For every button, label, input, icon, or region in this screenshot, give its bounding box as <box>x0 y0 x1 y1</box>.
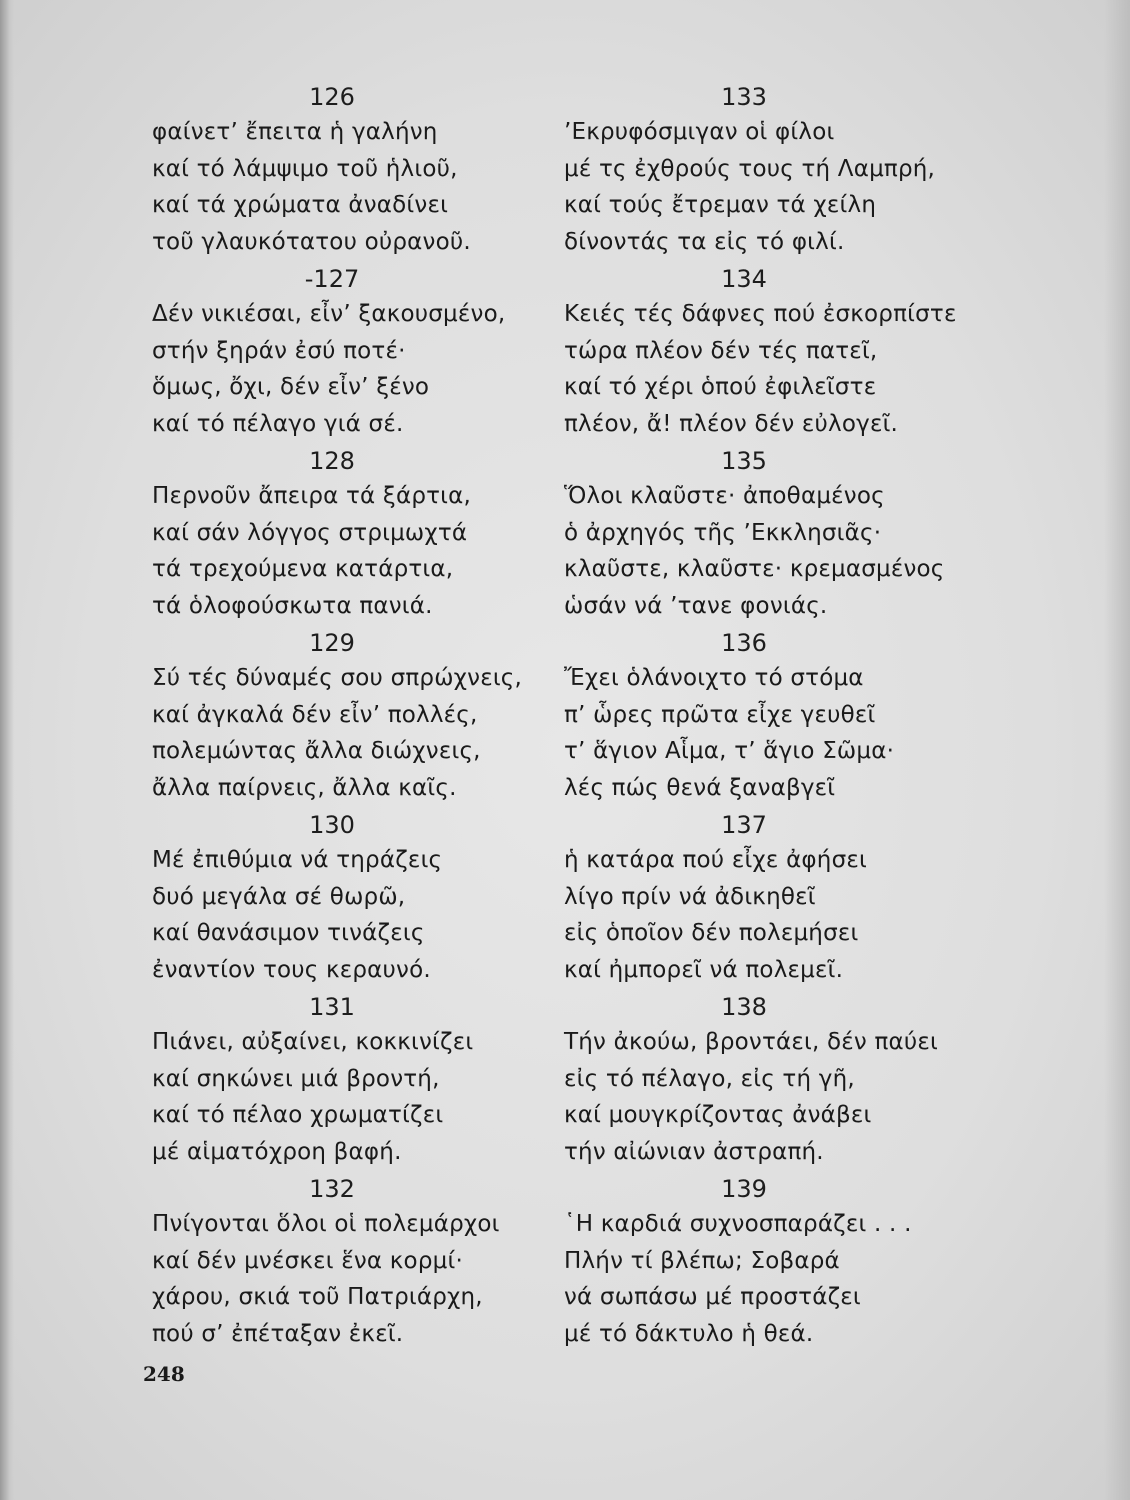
stanza-number: 134 <box>721 265 767 293</box>
stanza-number: 135 <box>721 447 767 475</box>
stanza <box>564 808 1004 990</box>
stanza-number: 132 <box>309 1175 355 1203</box>
verse-line: τήν αἰώνιαν ἀστραπή. <box>564 1138 824 1165</box>
stanza-number: 128 <box>309 447 355 475</box>
verse-line: δίνοντάς τα εἰς τό φιλί. <box>564 228 845 255</box>
verse-line: τά τρεχούμενα κατάρτια, <box>152 556 454 582</box>
stanza <box>152 990 592 1172</box>
verse-line: καί σηκώνει μιά βροντή, <box>152 1065 440 1092</box>
verse-line: λές πώς θενά ξαναβγεῖ <box>564 774 836 801</box>
verse-line: καί θανάσιμον τινάζεις <box>152 920 425 946</box>
verse-line: καί δέν μνέσκει ἕνα κορμί· <box>152 1247 463 1274</box>
stanza-number: 133 <box>721 83 767 111</box>
verse-line: χάρου, σκιά τοῦ Πατριάρχη, <box>152 1284 483 1310</box>
verse-line: Μέ ἐπιθύμια νά τηράζεις <box>152 847 443 873</box>
page-number: 248 <box>143 1362 185 1386</box>
stanza <box>152 444 592 626</box>
verse-line: καί σάν λόγγος στριμωχτά <box>152 519 468 546</box>
verse-line: πλέον, ἄ! πλέον δέν εὐλογεῖ. <box>564 410 899 437</box>
verse-line: δυό μεγάλα σέ θωρῶ, <box>152 883 406 910</box>
verse-line: ῾Η καρδιά συχνοσπαράζει . . . <box>564 1211 912 1237</box>
verse-line: ’Εκρυφόσμιγαν οἱ φίλοι <box>564 119 835 145</box>
verse-line: τώρα πλέον δέν τές πατεῖ, <box>564 337 878 364</box>
verse-line: Δέν νικιέσαι, εἶν’ ξακουσμένο, <box>152 301 506 327</box>
stanza-number: 137 <box>721 811 767 839</box>
verse-line: καί μουγκρίζοντας ἀνάβει <box>564 1102 872 1128</box>
verse-line: καί τό λάμψιμο τοῦ ἡλιοῦ, <box>152 155 458 182</box>
verse-line: Πιάνει, αὐξαίνει, κοκκινίζει <box>152 1029 474 1055</box>
stanza-number: 130 <box>309 811 355 839</box>
verse-line: καί τό πέλαγο γιά σέ. <box>152 410 404 437</box>
stanza-number: 131 <box>309 993 355 1021</box>
verse-line: φαίνετ’ ἔπειτα ἡ γαλήνη <box>152 119 438 145</box>
stanza-number: 139 <box>721 1175 767 1203</box>
verse-line: καί ἀγκαλά δέν εἶν’ πολλές, <box>152 701 478 728</box>
verse-line: ὅμως, ὄχι, δέν εἶν’ ξένο <box>152 374 430 400</box>
verse-line: Πνίγονται ὅλοι οἱ πολεμάρχοι <box>152 1211 500 1237</box>
right-column <box>564 80 1004 1354</box>
stanza <box>564 626 1004 808</box>
stanza-number: 126 <box>309 83 355 111</box>
verse-line: Ἔχει ὁλάνοιχτο τό στόμα <box>564 665 864 691</box>
stanza <box>564 990 1004 1172</box>
verse-line: τά ὁλοφούσκωτα πανιά. <box>152 592 433 619</box>
left-column <box>152 80 592 1354</box>
verse-line: καί τό χέρι ὁπού ἐφιλεῖστε <box>564 374 877 400</box>
stanza <box>152 626 592 808</box>
verse-line: κλαῦστε, κλαῦστε· κρεμασμένος <box>564 556 945 582</box>
stanza <box>564 444 1004 626</box>
verse-line: Περνοῦν ἄπειρα τά ξάρτια, <box>152 483 472 509</box>
verse-line: εἰς τό πέλαγο, εἰς τή γῆ, <box>564 1065 855 1092</box>
verse-line: καί ἠμπορεῖ νά πολεμεῖ. <box>564 956 844 983</box>
verse-line: Πλήν τί βλέπω; Σοβαρά <box>564 1247 840 1274</box>
stanza <box>564 262 1004 444</box>
verse-line: Τήν ἀκούω, βροντάει, δέν παύει <box>564 1029 938 1055</box>
verse-line: λίγο πρίν νά ἀδικηθεῖ <box>564 883 816 910</box>
verse-line: πολεμώντας ἄλλα διώχνεις, <box>152 738 481 764</box>
verse-line: Ὅλοι κλαῦστε· ἀποθαμένος <box>564 483 885 509</box>
verse-line: τ’ ἅγιον Αἷμα, τ’ ἅγιο Σῶμα· <box>564 738 895 764</box>
stanza <box>152 262 592 444</box>
verse-line: ὁ ἀρχηγός τῆς ’Εκκλησιᾶς· <box>564 519 882 546</box>
verse-line: καί τά χρώματα ἀναδίνει <box>152 192 449 218</box>
verse-line: καί τό πέλαο χρωματίζει <box>152 1102 444 1128</box>
verse-line: μέ τς ἐχθρούς τους τή Λαμπρή, <box>564 155 936 182</box>
verse-line: πού σ’ ἐπέταξαν ἐκεῖ. <box>152 1320 404 1347</box>
verse-line: νά σωπάσω μέ προστάζει <box>564 1284 861 1310</box>
verse-line: ἐναντίον τους κεραυνό. <box>152 956 431 983</box>
verse-line: π’ ὧρες πρῶτα εἶχε γευθεῖ <box>564 701 876 728</box>
verse-line: ὡσάν νά ’τανε φονιάς. <box>564 592 828 619</box>
verse-line: Κειές τές δάφνες πού ἐσκορπίστε <box>564 301 957 327</box>
stanza-number: 138 <box>721 993 767 1021</box>
stanza-number: 136 <box>721 629 767 657</box>
verse-line: ἄλλα παίρνεις, ἄλλα καῖς. <box>152 774 457 801</box>
verse-line: εἰς ὁποῖον δέν πολεμήσει <box>564 920 859 946</box>
verse-line: μέ τό δάκτυλο ἡ θεά. <box>564 1320 814 1347</box>
stanza-number: 129 <box>309 629 355 657</box>
stanza <box>564 80 1004 262</box>
stanza-number: -127 <box>304 265 360 293</box>
stanza <box>152 80 592 262</box>
verse-line: καί τούς ἔτρεμαν τά χείλη <box>564 192 877 218</box>
verse-line: μέ αἱματόχροη βαφή. <box>152 1138 402 1165</box>
verse-line: στήν ξηράν ἐσύ ποτέ· <box>152 337 406 364</box>
page-edge-shadow <box>1104 0 1130 1500</box>
stanza <box>564 1172 1004 1354</box>
verse-line: ἡ κατάρα πού εἶχε ἀφήσει <box>564 847 867 873</box>
page-spine-shadow <box>0 0 14 1500</box>
verse-line: τοῦ γλαυκότατου οὐρανοῦ. <box>152 228 471 255</box>
stanza <box>152 808 592 990</box>
verse-line: Σύ τές δύναμές σου σπρώχνεις, <box>152 665 523 691</box>
stanza <box>152 1172 592 1354</box>
